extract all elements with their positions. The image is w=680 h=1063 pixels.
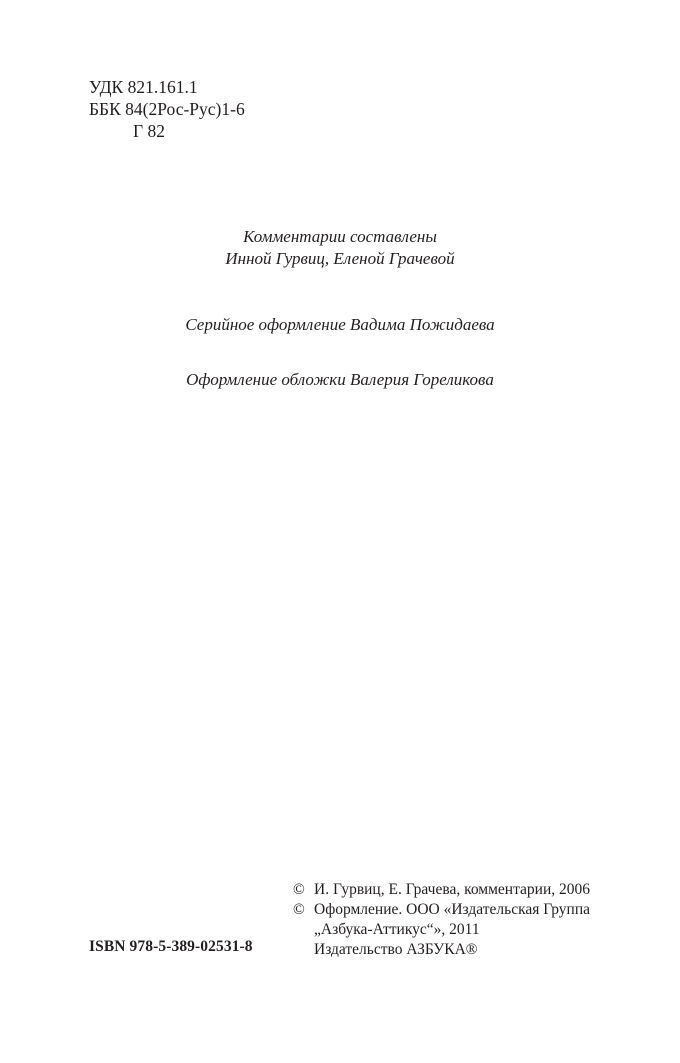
cover-design-credit: Оформление обложки Валерия Гореликова — [186, 370, 494, 389]
bbk-code: ББК 84(2Рос-Рус)1-6 — [89, 99, 245, 119]
copyright-symbol: © — [293, 901, 305, 918]
copyright-entry-design — [293, 900, 590, 920]
copyright-symbol: © — [293, 881, 305, 898]
copyright-line-3: „Азбука-Аттикус“», 2011 — [314, 921, 480, 938]
comments-credit-line-1: Комментарии составлены — [243, 227, 437, 246]
comments-credit-line-2: Инной Гурвиц, Еленой Грачевой — [225, 249, 455, 268]
copyright-entry-comments — [293, 880, 590, 900]
comments-credit — [0, 226, 680, 270]
publisher-line: Издательство АЗБУКА® — [314, 941, 478, 958]
copyright-line-1: И. Гурвиц, Е. Грачева, комментарии, 2006 — [314, 881, 591, 898]
copyright-line-2: Оформление. ООО «Издательская Группа — [314, 901, 591, 918]
author-mark: Г 82 — [133, 121, 165, 141]
classification-block — [89, 76, 245, 142]
copyright-block — [293, 880, 590, 960]
udk-code: УДК 821.161.1 — [89, 77, 198, 97]
isbn-number: ISBN 978-5-389-02531-8 — [89, 938, 253, 955]
series-design-credit: Серийное оформление Вадима Пожидаева — [185, 315, 495, 334]
